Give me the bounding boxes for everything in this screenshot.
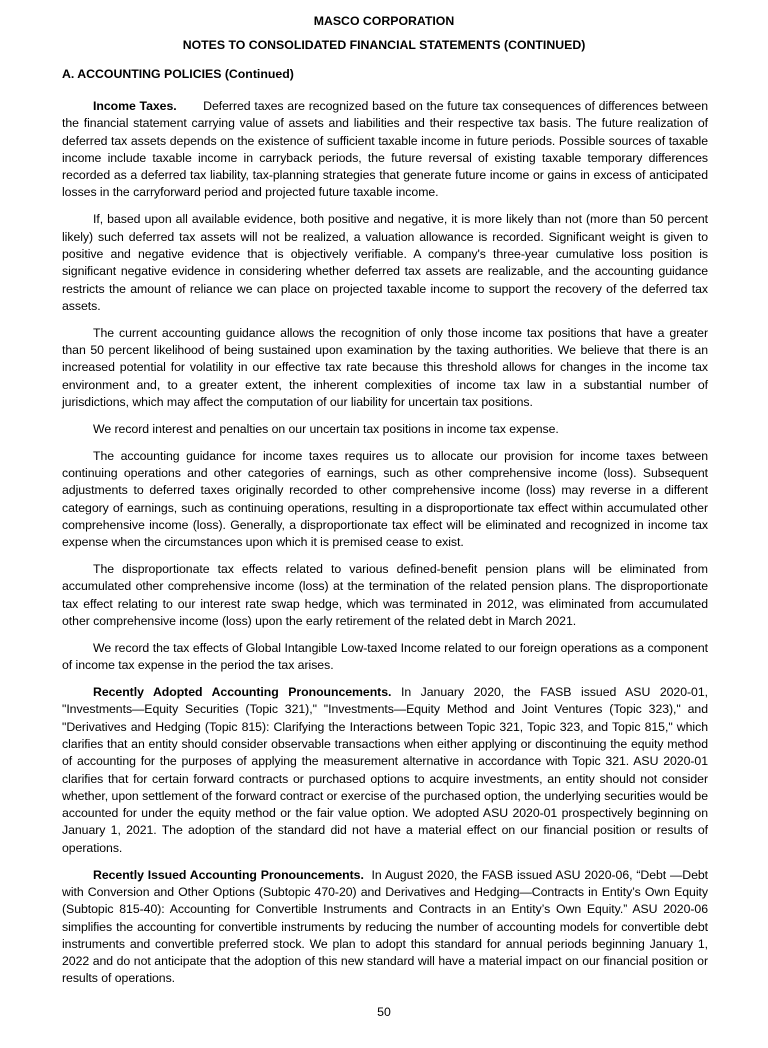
- paragraph-text: In August 2020, the FASB issued ASU 2020-06, “Debt —Debt with Conversion and Other Options (Subtopic 470-20) and Derivatives and Hedging—Contracts in Entity’s Own Equity (Subtopic 815-40): Accounting for Convertible Instruments and Contracts in an Entity’s Own Equity.” ASU 2020-06 simplifies the accounting for convertible instruments by reducing the number of accounting models for convertible debt instruments and convertible preferred stock. We plan to adopt this standard for annual periods beginning January 1, 2022 and do not anticipate that the adoption of this new standard will have a material impact on our financial position or results of operations.: [62, 867, 709, 986]
- paragraph-lead: Income Taxes.: [93, 99, 177, 113]
- section-heading: A. ACCOUNTING POLICIES (Continued): [62, 67, 294, 81]
- paragraph-text: In January 2020, the FASB issued ASU 2020-01, "Investments—Equity Securities (Topic 321)," "Investments—Equity Method and Joint Ventures (Topic 323)," and "Derivatives and Hedging (Topic 815): Clarifying the Interactions between Topic 321, Topic 323, and Topic 815," which clarifies that an entity should consider observable transactions when either applying or discontinuing the equity method of accounting for the purposes of applying the measurement alternative in accordance with Topic 321. ASU 2020-01 clarifies that for certain forward contracts or purchased options to acquire investments, an entity should not consider whether, upon settlement of the forward contract or exercise of the purchased option, the underlying securities would be accounted for under the equity method or the fair value option. We adopted ASU 2020-01 prospectively beginning on January 1, 2021. The adoption of the standard did not have a material effect on our financial position or results of operations.: [62, 685, 708, 855]
- paragraph: We record the tax effects of Global Intangible Low-taxed Income related to our foreign operations as a component of income tax expense in the period the tax arises.: [62, 640, 708, 673]
- paragraph: The disproportionate tax effects related to various defined-benefit pension plans will be eliminated from accumulated other comprehensive income (loss) at the termination of the related pension plans. The disproportionate tax effect relating to our interest rate swap hedge, which was terminated in 2012, was eliminated from accumulated other comprehensive income (loss) upon the early retirement of the related debt in March 2021.: [62, 562, 708, 628]
- paragraph: The current accounting guidance allows the recognition of only those income tax positions that have a greater than 50 percent likelihood of being sustained upon examination by the taxing authorities. We believe that there is an increased potential for volatility in our effective tax rate because this threshold allows for changes in the income tax environment and, to a greater extent, the inherent complexities of income tax law in a substantial number of jurisdictions, which may affect the computation of our liability for uncertain tax positions.: [62, 325, 708, 409]
- page-number: 50: [377, 1005, 391, 1020]
- paragraph: If, based upon all available evidence, both positive and negative, it is more likely than not (more than 50 percent likely) such deferred tax assets will not be realized, a valuation allowance is recorded. Significant weight is given to positive and negative evidence that is objectively verifiable. A company's three-year cumulative loss position is significant negative evidence in considering whether deferred tax assets are realizable, and the accounting guidance restricts the amount of reliance we can place on projected taxable income to support the recovery of the deferred tax assets.: [62, 212, 708, 313]
- paragraph-recently-issued: [62, 867, 708, 988]
- paragraph-lead: Recently Adopted Accounting Pronouncements.: [93, 685, 392, 700]
- document-body: [62, 98, 708, 997]
- paragraph-lead: Recently Issued Accounting Pronouncements.: [93, 867, 364, 882]
- paragraph-income-taxes: [62, 98, 708, 202]
- company-name: MASCO CORPORATION: [313, 14, 455, 28]
- paragraph: The accounting guidance for income taxes requires us to allocate our provision for income taxes between continuing operations and other categories of earnings, such as other comprehensive income (loss). Subsequent adjustments to deferred taxes originally recorded to other comprehensive income (loss) may reverse in a different category of earnings, such as continuing operations, resulting in a disproportionate tax effect within accumulated other comprehensive income (loss). Generally, a disproportionate tax effect will be eliminated and recognized in income tax expense when the circumstances upon which it is premised cease to exist.: [62, 448, 708, 550]
- paragraph: We record interest and penalties on our uncertain tax positions in income tax expense.: [93, 421, 559, 436]
- paragraph-recently-adopted: [62, 684, 708, 857]
- document-subtitle: NOTES TO CONSOLIDATED FINANCIAL STATEMENTS (CONTINUED): [182, 38, 586, 52]
- paragraph-text: Deferred taxes are recognized based on the future tax consequences of differences between the financial statement carrying value of assets and liabilities and their respective tax basis. The future realization of deferred tax assets depends on the existence of sufficient taxable income in future periods. Possible sources of taxable income include taxable income in carryback periods, the future reversal of existing taxable temporary differences recorded as a deferred tax liability, tax-planning strategies that generate future income or gains in excess of anticipated losses in the carryforward period and projected future taxable income.: [62, 99, 708, 200]
